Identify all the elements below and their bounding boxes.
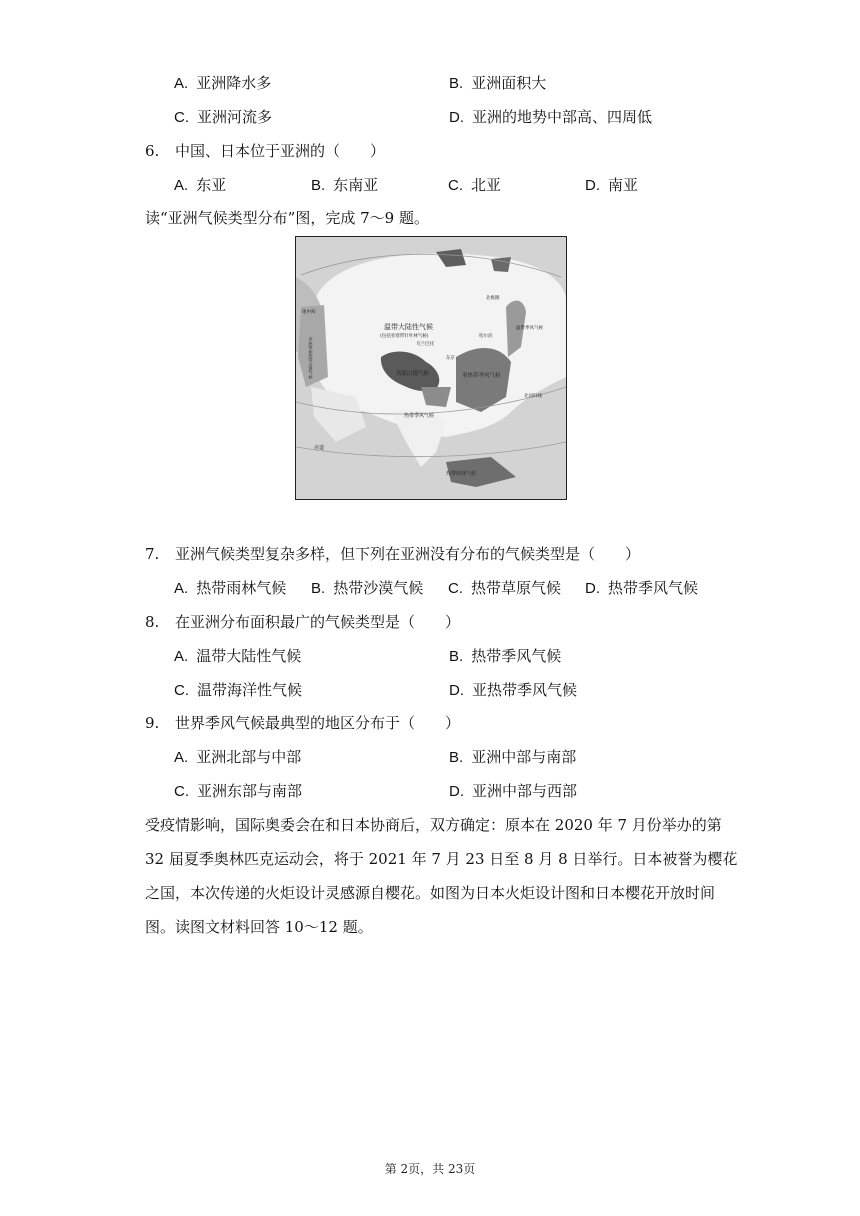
asia-climate-map-svg xyxy=(296,237,566,499)
label-temperate-monsoon: 温带季风气候 xyxy=(516,326,543,331)
q7-option-d: D. 热带季风气候 xyxy=(585,579,699,597)
label-subtropical-desert: 亚热带和热带沙漠气候 xyxy=(308,337,314,379)
passage-line-3: 之国，本次传递的火炬设计灵感源自樱花。如图为日本火炬设计图和日本樱花开放时间 xyxy=(145,884,716,902)
label-mediterranean: 地中海 xyxy=(302,310,316,315)
q8-options-row2 xyxy=(174,679,577,700)
label-harbin: 哈尔滨 xyxy=(479,334,493,339)
passage-line-2: 32 届夏季奥林匹克运动会，将于 2021 年 7 月 23 日至 8 月 8 日举行。日本被誉为樱花 xyxy=(145,850,738,868)
q8-option-d: D. 亚热带季风气候 xyxy=(449,681,578,699)
label-ulaanbaatar: 乌兰巴托 xyxy=(416,342,434,347)
q8-stem: 8. 在亚洲分布面积最广的气候类型是（ ） xyxy=(145,613,461,631)
q9-stem: 9. 世界季风气候最典型的地区分布于（ ） xyxy=(145,714,461,732)
page-footer: 第 2页，共 23页 xyxy=(384,1162,476,1176)
q9-option-c: C. 亚洲东部与南部 xyxy=(174,782,303,800)
label-highland: 高原山地气候 xyxy=(396,371,430,377)
q6-option-d: D. 南亚 xyxy=(585,176,639,194)
q9-option-a: A. 亚洲北部与中部 xyxy=(174,748,302,766)
q8-options-row1 xyxy=(174,645,561,666)
label-subtropical-monsoon: 亚热带季风气候 xyxy=(462,373,501,379)
q6-stem: 6. 中国、日本位于亚洲的（ ） xyxy=(145,142,386,160)
label-arctic-circle: 北极圈 xyxy=(486,296,500,301)
intro-7-9: 读“亚洲气候类型分布”图，完成 7～9 题。 xyxy=(145,209,429,227)
q6-option-c: C. 北亚 xyxy=(448,176,502,194)
q8-option-b: B. 热带季风气候 xyxy=(449,647,562,665)
q5-options-row2 xyxy=(174,106,652,127)
q7-option-b: B. 热带沙漠气候 xyxy=(311,579,424,597)
q5-option-c: C. 亚洲河流多 xyxy=(174,108,273,126)
q6-option-b: B. 东南亚 xyxy=(311,176,379,194)
q6-options xyxy=(174,174,638,195)
label-temperate-continental: 温带大陆性气候 xyxy=(384,323,433,331)
asia-climate-map xyxy=(295,236,567,500)
q7-options xyxy=(174,577,698,598)
q5-option-d: D. 亚洲的地势中部高、四周低 xyxy=(449,108,653,126)
q6-option-a: A. 东亚 xyxy=(174,176,227,194)
q8-option-c: C. 温带海洋性气候 xyxy=(174,681,303,699)
label-equator: 赤道 xyxy=(314,445,325,451)
q9-option-b: B. 亚洲中部与南部 xyxy=(449,748,577,766)
q9-options-row2 xyxy=(174,780,577,801)
q5-option-b: B. 亚洲面积大 xyxy=(449,74,547,92)
q9-options-row1 xyxy=(174,746,576,767)
q7-option-c: C. 热带草原气候 xyxy=(448,579,562,597)
q5-option-a: A. 亚洲降水多 xyxy=(174,74,272,92)
q5-options-row1 xyxy=(174,72,546,93)
q7-stem: 7. 亚洲气候类型复杂多样，但下列在亚洲没有分布的气候类型是（ ） xyxy=(145,545,641,563)
q9-option-d: D. 亚洲中部与西部 xyxy=(449,782,578,800)
label-tropical-rain: 热带雨林气候 xyxy=(446,471,477,477)
label-tropical-monsoon: 热带季风气候 xyxy=(404,413,435,419)
passage-line-1: 受疫情影响，国际奥委会在和日本协商后，双方确定：原本在 2020 年 7 月份举办的第 xyxy=(145,816,722,834)
label-temperate-continental-sub: (包括亚寒带针叶林气候) xyxy=(380,334,429,339)
passage-line-4: 图。读图文材料回答 10～12 题。 xyxy=(145,918,373,936)
label-tokyo: 东京 xyxy=(446,356,455,361)
q7-option-a: A. 热带雨林气候 xyxy=(174,579,287,597)
q8-option-a: A. 温带大陆性气候 xyxy=(174,647,302,665)
label-tropic-cancer: 北回归线 xyxy=(524,394,542,399)
